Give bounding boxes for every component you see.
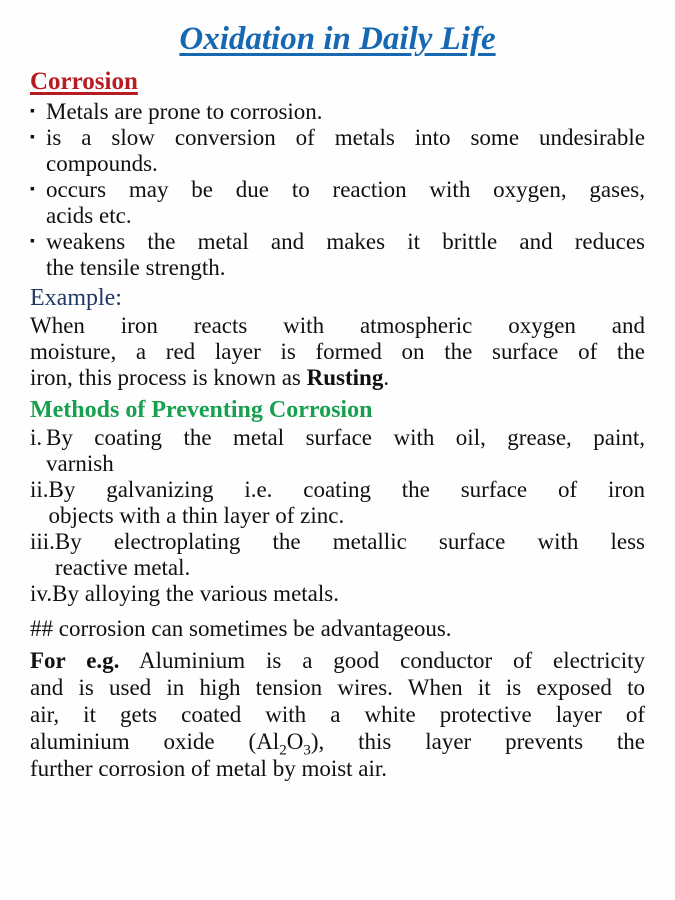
text-line: the tensile strength. bbox=[46, 255, 226, 280]
example-label: Example: bbox=[30, 285, 122, 311]
text-line: By coating the metal surface with oil, grease, paint, bbox=[46, 425, 645, 450]
text-line: acids etc. bbox=[46, 203, 132, 228]
for-eg-bold: For e.g. bbox=[30, 648, 120, 673]
subscript-2: 2 bbox=[279, 742, 287, 759]
text-line: reactive metal. bbox=[54, 555, 191, 580]
text-line bbox=[30, 728, 646, 759]
bullet-item bbox=[30, 229, 645, 281]
list-item-text bbox=[52, 581, 645, 607]
text-line: is a slow conversion of metals into some undesirable bbox=[46, 125, 645, 150]
text-line: compounds. bbox=[46, 151, 158, 176]
subscript-3: 3 bbox=[303, 742, 311, 759]
bullet-text bbox=[46, 99, 645, 125]
text-segment: aluminium oxide (Al bbox=[30, 729, 280, 754]
corrosion-bullet-list bbox=[30, 99, 645, 281]
list-item-text bbox=[55, 529, 645, 581]
corrosion-heading: Corrosion bbox=[30, 68, 138, 95]
bullet-square-icon: ▪ bbox=[30, 130, 35, 145]
text-segment: Aluminium is a good conductor of electricity bbox=[119, 648, 645, 673]
prevention-heading: Methods of Preventing Corrosion bbox=[30, 397, 373, 423]
rusting-bold-word: Rusting bbox=[306, 365, 384, 390]
text-segment: O bbox=[286, 729, 304, 754]
prevention-list bbox=[30, 425, 645, 607]
list-marker: iv. bbox=[30, 581, 53, 606]
text-line: occurs may be due to reaction with oxygen, gases, bbox=[46, 177, 645, 202]
bullet-item bbox=[30, 99, 645, 125]
title-wrap bbox=[0, 0, 675, 57]
text-line: further corrosion of metal by moist air. bbox=[30, 756, 388, 781]
text-line bbox=[30, 647, 645, 674]
text-line: objects with a thin layer of zinc. bbox=[48, 503, 345, 528]
list-item-text bbox=[49, 477, 645, 529]
page-title: Oxidation in Daily Life bbox=[179, 21, 496, 57]
text-line: By alloying the various metals. bbox=[52, 581, 339, 606]
bullet-text bbox=[46, 229, 645, 281]
list-marker: ii. bbox=[30, 477, 49, 502]
text-line: and is used in high tension wires. When it is exposed to bbox=[30, 675, 645, 700]
list-item-text bbox=[46, 425, 645, 477]
text-line: air, it gets coated with a white protective layer of bbox=[30, 702, 645, 727]
list-item bbox=[30, 477, 645, 529]
text-line: When iron reacts with atmospheric oxygen and bbox=[30, 313, 645, 338]
bullet-square-icon: ▪ bbox=[30, 104, 35, 119]
text-line: By galvanizing i.e. coating the surface of iron bbox=[48, 477, 645, 502]
bullet-square-icon: ▪ bbox=[30, 182, 35, 197]
text-line: moisture, a red layer is formed on the surface of the bbox=[30, 339, 645, 364]
bullet-text bbox=[46, 177, 645, 229]
text-line: weakens the metal and makes it brittle and reduces bbox=[46, 229, 645, 254]
list-item bbox=[30, 425, 645, 477]
list-item bbox=[30, 529, 645, 581]
list-item bbox=[30, 581, 645, 607]
bullet-item bbox=[30, 125, 645, 177]
example-paragraph bbox=[30, 313, 645, 391]
text-line: Metals are prone to corrosion. bbox=[46, 99, 323, 124]
bullet-square-icon: ▪ bbox=[30, 234, 35, 249]
text-line bbox=[30, 365, 645, 391]
content-area bbox=[0, 68, 675, 782]
advantageous-note: ## corrosion can sometimes be advantageous. bbox=[30, 616, 452, 641]
text-segment: ), this layer prevents the bbox=[310, 729, 646, 754]
text-segment: iron, this process is known as bbox=[30, 365, 307, 390]
list-marker: i. bbox=[30, 425, 43, 450]
list-marker: iii. bbox=[30, 529, 55, 554]
text-segment: . bbox=[383, 365, 390, 390]
bullet-text bbox=[46, 125, 645, 177]
bullet-item bbox=[30, 177, 645, 229]
text-line: By electroplating the metallic surface with less bbox=[54, 529, 645, 554]
text-line: varnish bbox=[46, 451, 114, 476]
aluminium-paragraph bbox=[30, 647, 645, 782]
